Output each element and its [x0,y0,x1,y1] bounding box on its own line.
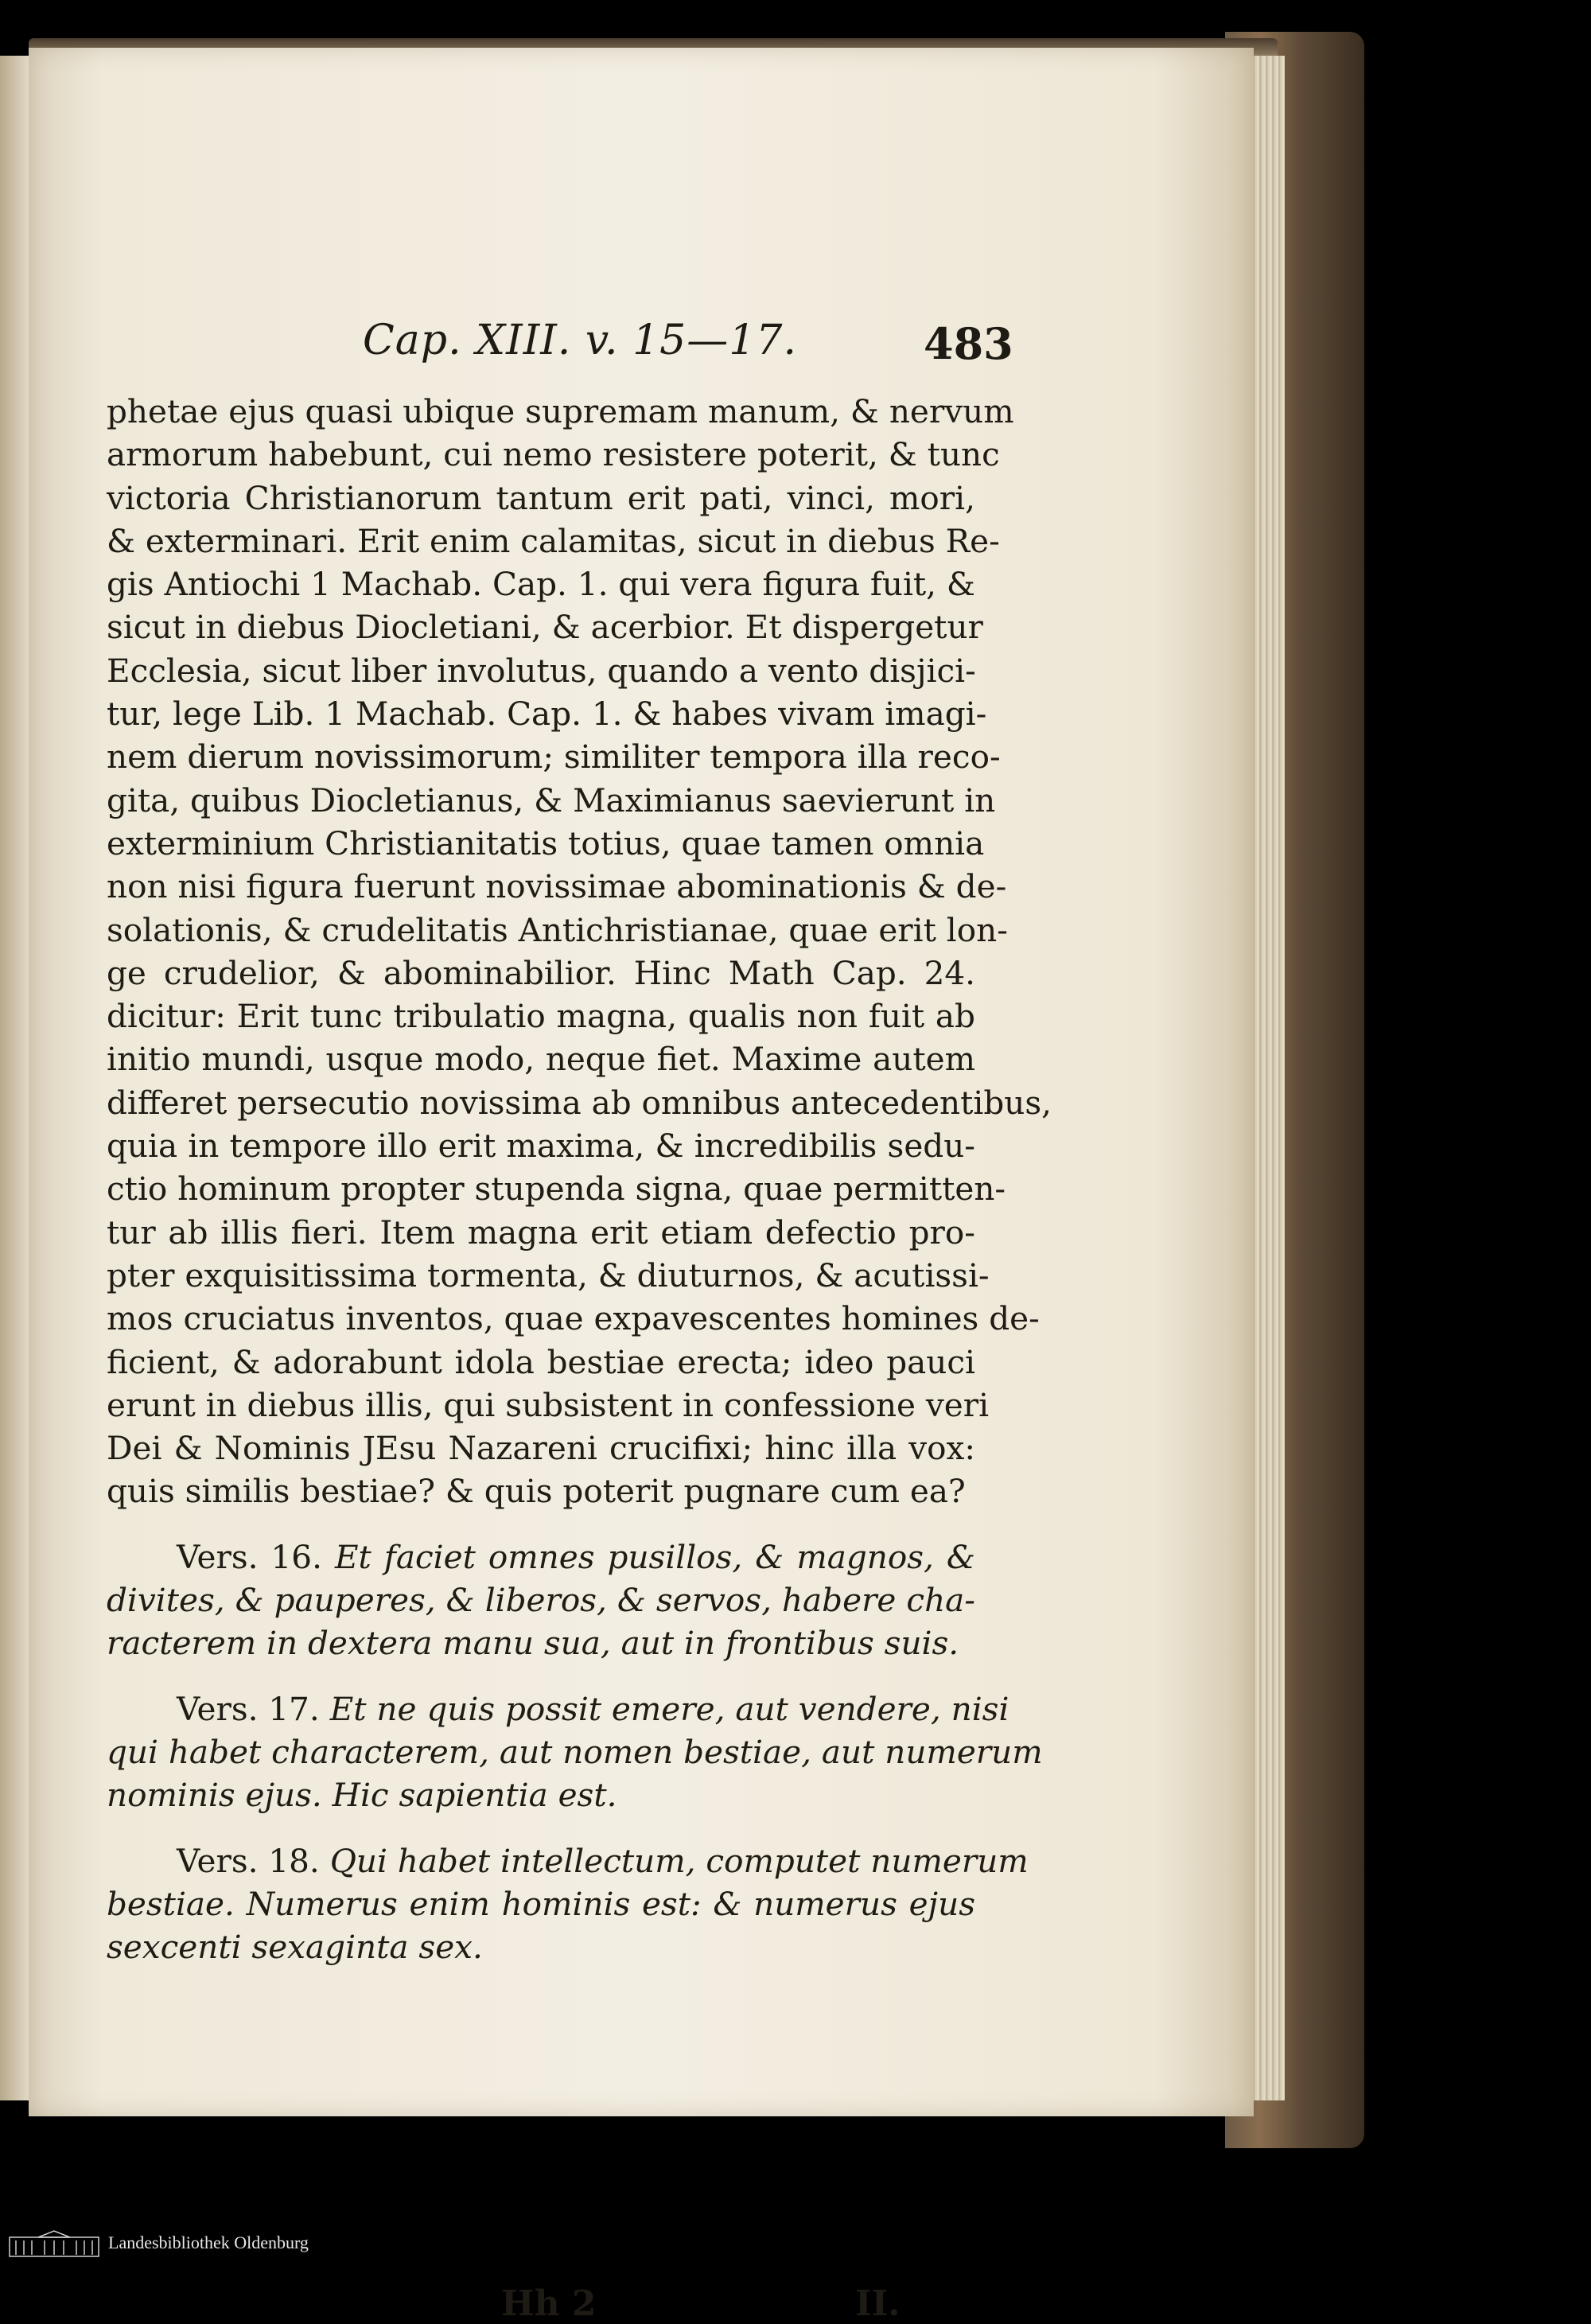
page-number: 483 [924,318,1013,369]
text-line: pter exquisitissima tormenta, & diuturnos, & acutissi- [107,1255,990,1294]
page-header [29,317,1013,380]
text-line: erunt in diebus illis, qui subsistent in confessione veri [107,1385,990,1424]
verse-line: sexcenti sexaginta sex. [107,1928,483,1967]
verse-line [107,1536,975,1579]
verse-text: Et ne quis possit emere, aut vendere, nisi [329,1689,1009,1728]
text-line: & exterminari. Erit enim calamitas, sicut in diebus Re- [107,521,1000,560]
catchword: II. [855,2283,901,2324]
verse-18 [107,1839,1029,1969]
text-line: exterminium Christianitatis totius, quae tamen omnia [107,823,985,862]
text-line: quis similis bestiae? & quis poterit pugnare cum ea? [107,1472,966,1511]
verse-line: qui habet characterem, aut nomen bestiae, aut numerum [107,1732,1043,1771]
verse-label: Vers. 17. [177,1689,320,1728]
verse-line: bestiae. Numerus enim hominis est: & numerus ejus [107,1884,975,1923]
text-line: mos cruciatus inventos, quae expavescentes homines de- [107,1299,1040,1338]
text-line: solationis, & crudelitatis Antichristianae, quae erit lon- [107,910,1008,949]
text-line: non nisi figura fuerunt novissimae abominationis & de- [107,867,1007,906]
text-line: tur ab illis fieri. Item magna erit etiam defectio pro- [107,1213,975,1252]
verse-line: divites, & pauperes, & liberos, & servos, habere cha- [107,1581,975,1620]
library-name: Landesbibliothek Oldenburg [108,2233,309,2252]
verse-line: racterem in dextera manu sua, aut in frontibus suis. [107,1624,959,1663]
text-line: Ecclesia, sicut liber involutus, quando a vento disjici- [107,651,976,690]
main-paragraph [107,390,1052,1513]
text-line: differet persecutio novissima ab omnibus antecedentibus, [107,1083,1052,1122]
text-line: nem dierum novissimorum; similiter tempora illa reco- [107,738,1001,777]
running-head: Cap. XIII. v. 15—17. [363,317,797,364]
text-line: quia in tempore illo erit maxima, & incredibilis sedu- [107,1127,975,1166]
text-line: armorum habebunt, cui nemo resistere poterit, & tunc [107,435,1000,474]
verse-text: Qui habet intellectum, computet numerum [329,1841,1029,1880]
verse-label: Vers. 18. [177,1841,320,1880]
library-building-icon [6,2229,102,2258]
book-page [29,48,1254,2116]
text-line: ctio hominum propter stupenda signa, quae permitten- [107,1170,1006,1209]
verse-label: Vers. 16. [177,1537,322,1576]
text-line: sicut in diebus Diocletiani, & acerbior. Et dispergetur [107,608,983,647]
text-line: gis Antiochi 1 Machab. Cap. 1. qui vera figura fuit, & [107,565,975,604]
text-line: ficient, & adorabunt idola bestiae erecta; ideo pauci [107,1342,975,1381]
text-line: ge crudelior, & abominabilior. Hinc Math Cap. 24. [107,953,975,992]
text-line: Dei & Nominis JEsu Nazareni crucifixi; hinc illa vox: [107,1429,975,1468]
text-line: phetae ejus quasi ubique supremam manum, & nervum [107,392,1014,430]
previous-page-edge [0,56,32,2100]
text-line: initio mundi, usque modo, neque fiet. Maxime autem [107,1040,975,1079]
text-line: tur, lege Lib. 1 Machab. Cap. 1. & habes vivam imagi- [107,695,987,734]
verse-line [107,1688,1009,1730]
verse-line: nominis ejus. Hic sapientia est. [107,1776,617,1815]
verse-line [107,1839,1029,1882]
verse-text: Et faciet omnes pusillos, & magnos, & [334,1537,975,1576]
text-line: victoria Christianorum tantum erit pati, vinci, mori, [107,478,975,517]
text-line: gita, quibus Diocletianus, & Maximianus saevierunt in [107,781,996,819]
verse-16 [107,1536,975,1665]
signature-mark: Hh 2 [501,2283,597,2324]
text-line: dicitur: Erit tunc tribulatio magna, qualis non fuit ab [107,997,975,1036]
text-block [107,390,1052,1968]
verse-17 [107,1688,1043,1817]
